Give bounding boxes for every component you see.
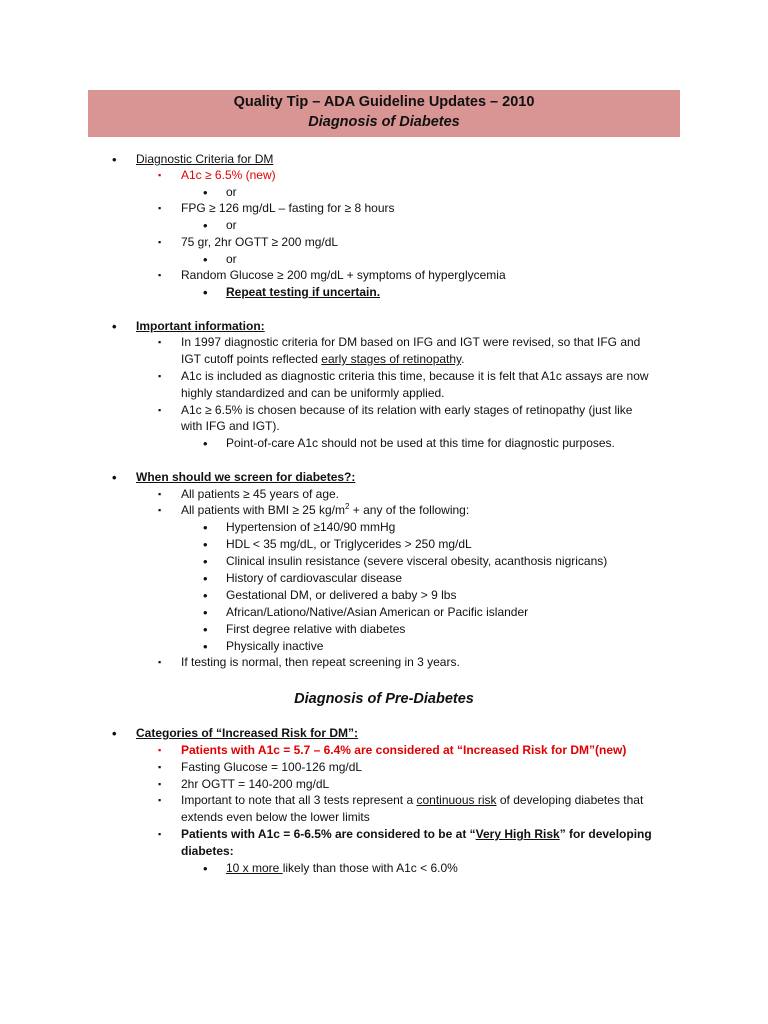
screen-bmi-superscript: 2 <box>344 502 350 511</box>
criteria-or-2: • or <box>226 217 237 234</box>
title-banner <box>88 90 680 137</box>
important-item-1-line-1: ▪ In 1997 diagnostic criteria for DM based on IFG and IGT were revised, so that IFG and <box>181 334 640 351</box>
prediabetes-likely <box>226 860 458 877</box>
risk-factor-item: • Physically inactive <box>226 638 323 655</box>
important-item-2-line-2: highly standardized and can be uniformly applied. <box>181 386 445 400</box>
prediabetes-ogtt: ▪ 2hr OGTT = 140-200 mg/dL <box>181 776 329 793</box>
screen-age: ▪ All patients ≥ 45 years of age. <box>181 486 339 503</box>
risk-factor-item: • First degree relative with diabetes <box>226 621 405 638</box>
prediabetes-fasting: ▪ Fasting Glucose = 100-126 mg/dL <box>181 759 362 776</box>
criteria-ogtt: ▪ 75 gr, 2hr OGTT ≥ 200 mg/dL <box>181 234 338 251</box>
document-title: Quality Tip – ADA Guideline Updates – 2010 <box>233 94 535 110</box>
document-subtitle: Diagnosis of Diabetes <box>308 114 460 130</box>
prediabetes-note-line-1 <box>181 792 643 809</box>
risk-factor-item: • HDL < 35 mg/dL, or Triglycerides > 250 mg/dL <box>226 536 472 553</box>
important-item-1-text: IGT cutoff points reflected <box>181 352 322 366</box>
prediabetes-high-suffix: ” for developing <box>559 827 652 841</box>
screen-bmi-suffix: + any of the following: <box>349 503 470 517</box>
important-item-3-line-2: with IFG and IGT). <box>181 419 280 433</box>
important-item-3-line-1: ▪ A1c ≥ 6.5% is chosen because of its relation with early stages of retinopathy (just like <box>181 402 632 419</box>
screen-heading: • When should we screen for diabetes?: <box>136 469 355 486</box>
important-item-1-period: . <box>461 352 465 366</box>
prediabetes-likely-text: likely than those with A1c < 6.0% <box>282 861 458 875</box>
prediabetes-note-suffix: of developing diabetes that <box>496 793 644 807</box>
criteria-random: ▪ Random Glucose ≥ 200 mg/dL + symptoms of hyperglycemia <box>181 267 506 284</box>
prediabetes-note-line-2: extends even below the lower limits <box>181 810 370 824</box>
criteria-a1c: ▪ A1c ≥ 6.5% (new) <box>181 167 276 184</box>
retinopathy-emphasis: early stages of retinopathy <box>321 352 462 366</box>
important-poc: • Point-of-care A1c should not be used at this time for diagnostic purposes. <box>226 435 615 452</box>
prediabetes-heading: • Categories of “Increased Risk for DM”: <box>136 725 358 742</box>
criteria-or-1: • or <box>226 184 237 201</box>
risk-factor-item: • History of cardiovascular disease <box>226 570 402 587</box>
risk-factor-item: • Hypertension of ≥140/90 mmHg <box>226 519 395 536</box>
prediabetes-high-line-1 <box>181 826 652 843</box>
criteria-repeat: • Repeat testing if uncertain. <box>226 284 380 301</box>
screen-normal: ▪ If testing is normal, then repeat screening in 3 years. <box>181 654 460 671</box>
prediabetes-title: Diagnosis of Pre-Diabetes <box>294 691 474 707</box>
criteria-or-3: • or <box>226 251 237 268</box>
prediabetes-a1c: ▪ Patients with A1c = 5.7 – 6.4% are considered at “Increased Risk for DM”(new) <box>181 742 626 759</box>
prediabetes-high-text: Patients with A1c = 6-6.5% are considered to be at “ <box>181 827 476 841</box>
screen-bmi-text: All patients with BMI ≥ 25 kg/m <box>181 503 345 517</box>
prediabetes-high-line-2: diabetes: <box>181 844 234 858</box>
important-item-2-line-1: ▪ A1c is included as diagnostic criteria this time, because it is felt that A1c assays are now <box>181 368 649 385</box>
very-high-risk-emphasis: Very High Risk <box>475 827 560 841</box>
ten-times-emphasis: 10 x more <box>226 861 283 875</box>
risk-factor-item: • African/Lationo/Native/Asian American or Pacific islander <box>226 604 528 621</box>
criteria-heading: • Diagnostic Criteria for DM <box>136 151 273 168</box>
continuous-risk-emphasis: continuous risk <box>416 793 497 807</box>
important-heading: • Important information: <box>136 318 265 335</box>
criteria-fpg: ▪ FPG ≥ 126 mg/dL – fasting for ≥ 8 hours <box>181 200 395 217</box>
risk-factor-item: • Clinical insulin resistance (severe visceral obesity, acanthosis nigricans) <box>226 553 607 570</box>
screen-bmi <box>181 502 469 519</box>
risk-factor-item: • Gestational DM, or delivered a baby > 9 lbs <box>226 587 456 604</box>
important-item-1-line-2 <box>181 351 465 368</box>
prediabetes-note-text: Important to note that all 3 tests represent a <box>181 793 417 807</box>
